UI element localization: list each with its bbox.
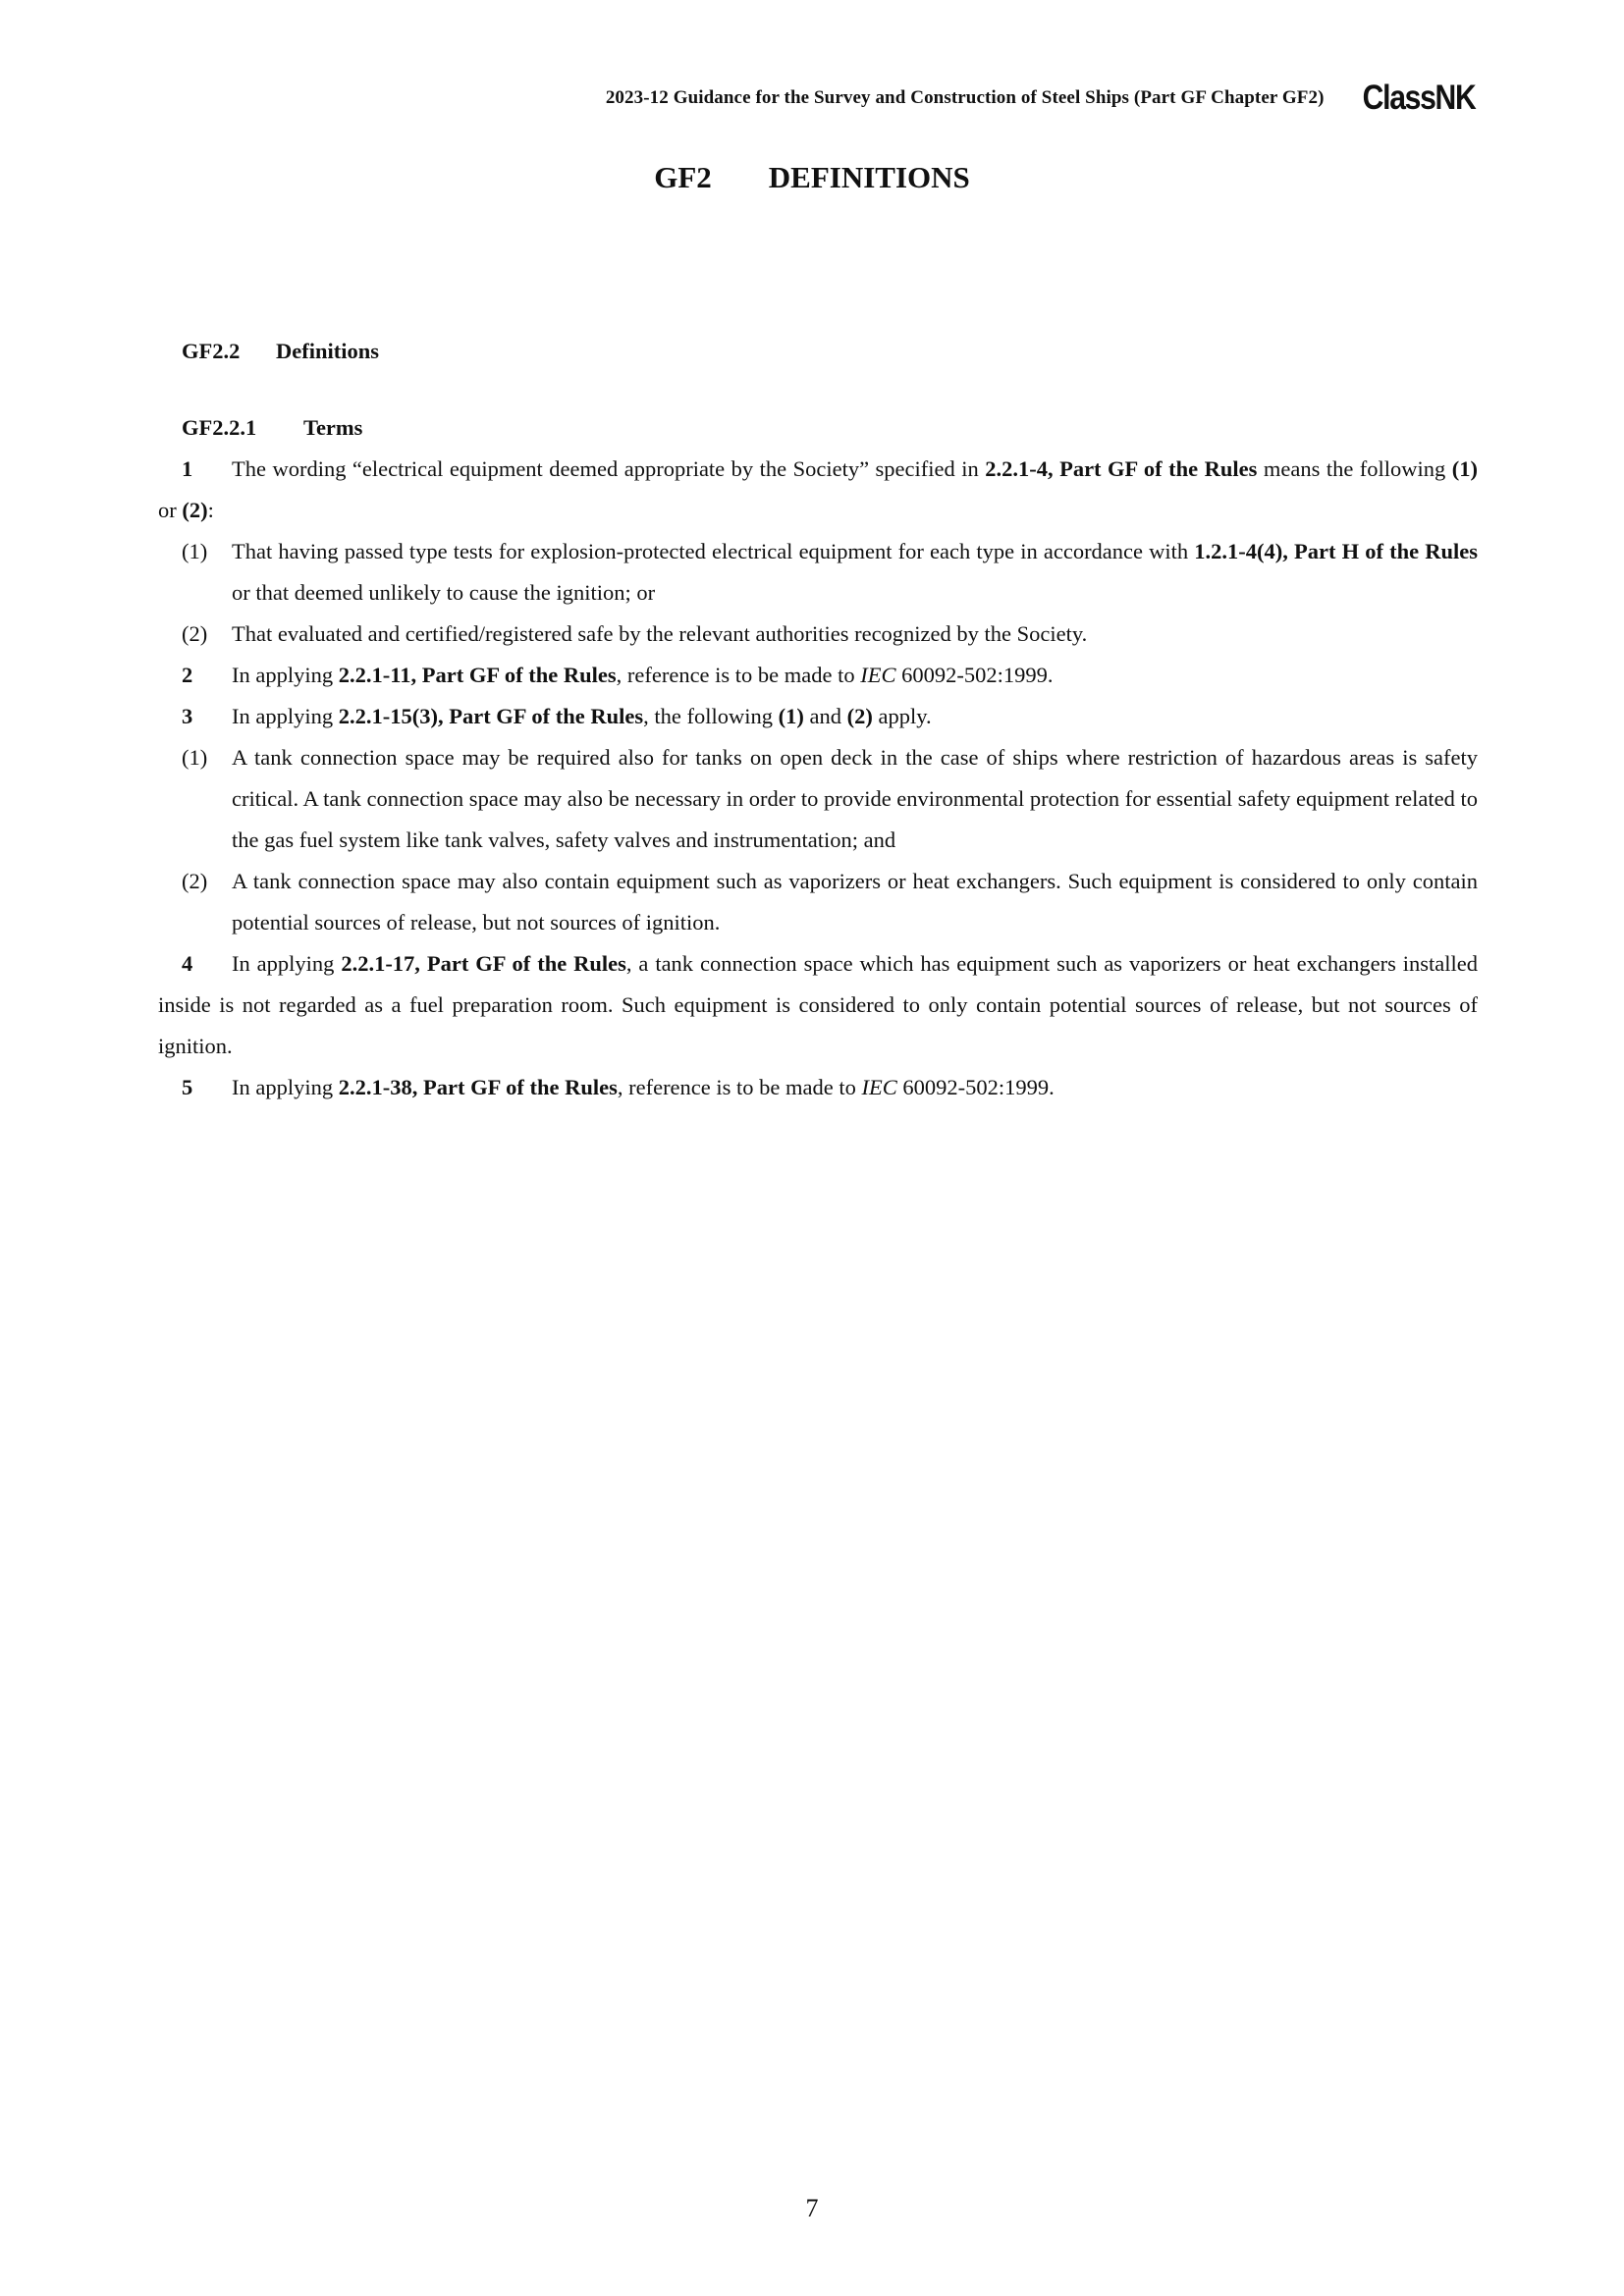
subsection-number: GF2.2.1	[182, 415, 257, 440]
list-item	[158, 737, 1478, 861]
paragraph-text: apply.	[872, 704, 932, 728]
item-number: (1)	[182, 745, 208, 770]
section-number: GF2.2	[182, 339, 241, 363]
paragraph-text: , reference is to be made to	[617, 1075, 862, 1099]
standard-reference: IEC	[860, 663, 896, 687]
page-number: 7	[805, 2194, 819, 2222]
rule-reference: 2.2.1-11, Part GF of the Rules	[338, 663, 617, 687]
paragraph-text: In applying	[232, 663, 339, 687]
chapter-number: GF2	[654, 160, 712, 194]
paragraph-1	[158, 449, 1478, 531]
paragraph-text: 60092-502:1999.	[895, 663, 1054, 687]
subsection-title: Terms	[303, 415, 363, 440]
paragraph-4	[158, 943, 1478, 1067]
paragraph-text: and	[803, 704, 847, 728]
item-number: (2)	[182, 869, 208, 893]
paragraph-text: In applying	[232, 1075, 339, 1099]
paragraph-5	[158, 1067, 1478, 1108]
paragraph-text: means the following	[1257, 456, 1452, 481]
list-item	[158, 614, 1478, 655]
section-heading	[158, 331, 1478, 372]
header-title: 2023-12 Guidance for the Survey and Construction of Steel Ships (Part GF Chapter GF2)	[605, 87, 1325, 108]
paragraph-number: 1	[182, 456, 193, 481]
item-reference: (2)	[182, 498, 208, 522]
paragraph-text: In applying	[232, 704, 339, 728]
item-text: A tank connection space may also contain equipment such as vaporizers or heat exchangers. Such equipment is considered to only contain potential sources of release, but not sources of ignition.	[232, 869, 1478, 934]
paragraph-text: or	[158, 498, 183, 522]
standard-reference: IEC	[861, 1075, 897, 1099]
paragraph-number: 4	[182, 951, 193, 976]
rule-reference: 2.2.1-4, Part GF of the Rules	[985, 456, 1258, 481]
item-reference: (1)	[778, 704, 804, 728]
paragraph-text: In applying	[232, 951, 342, 976]
rule-reference: 2.2.1-38, Part GF of the Rules	[338, 1075, 618, 1099]
item-text: That having passed type tests for explosion-protected electrical equipment for each type in accordance with	[232, 539, 1195, 563]
section-title: Definitions	[276, 339, 380, 363]
item-text: or that deemed unlikely to cause the ignition; or	[232, 580, 656, 605]
paragraph-number: 3	[182, 704, 193, 728]
paragraph-number: 2	[182, 663, 193, 687]
rule-reference: 1.2.1-4(4), Part H of the Rules	[1194, 539, 1478, 563]
paragraph-text: , a tank connection space which has equipment such as vaporizers or heat exchangers installed inside is not regarded as a fuel preparation room. Such equipment is considered to only contain potential sources of release, but not sources of ignition.	[158, 951, 1478, 1058]
rule-reference: 2.2.1-17, Part GF of the Rules	[341, 951, 626, 976]
rule-reference: 2.2.1-15(3), Part GF of the Rules	[338, 704, 644, 728]
document-body	[158, 331, 1478, 1108]
paragraph-text: , the following	[643, 704, 779, 728]
item-text: A tank connection space may be required also for tanks on open deck in the case of ships where restriction of hazardous areas is safety critical. A tank connection space may also be necessary in order to provide environmental protection for essential safety equipment related to the gas fuel system like tank valves, safety valves and instrumentation; and	[232, 745, 1478, 852]
paragraph-text: :	[207, 498, 214, 522]
classnk-logo: ClassNK	[1362, 79, 1475, 117]
page-header	[606, 77, 1475, 120]
item-reference: (2)	[846, 704, 873, 728]
list-item	[158, 531, 1478, 614]
item-text: That evaluated and certified/registered safe by the relevant authorities recognized by the Society.	[232, 621, 1088, 646]
paragraph-3	[158, 696, 1478, 737]
paragraph-text: 60092-502:1999.	[896, 1075, 1055, 1099]
paragraph-number: 5	[182, 1075, 193, 1099]
item-number: (1)	[182, 539, 208, 563]
list-item	[158, 861, 1478, 943]
item-number: (2)	[182, 621, 208, 646]
chapter-title	[0, 160, 1624, 195]
subsection-heading	[158, 407, 1478, 449]
chapter-name: DEFINITIONS	[768, 160, 970, 194]
item-reference: (1)	[1451, 456, 1479, 481]
paragraph-text: , reference is to be made to	[616, 663, 861, 687]
paragraph-text: The wording “electrical equipment deemed appropriate by the Society” specified in	[232, 456, 986, 481]
paragraph-2	[158, 655, 1478, 696]
